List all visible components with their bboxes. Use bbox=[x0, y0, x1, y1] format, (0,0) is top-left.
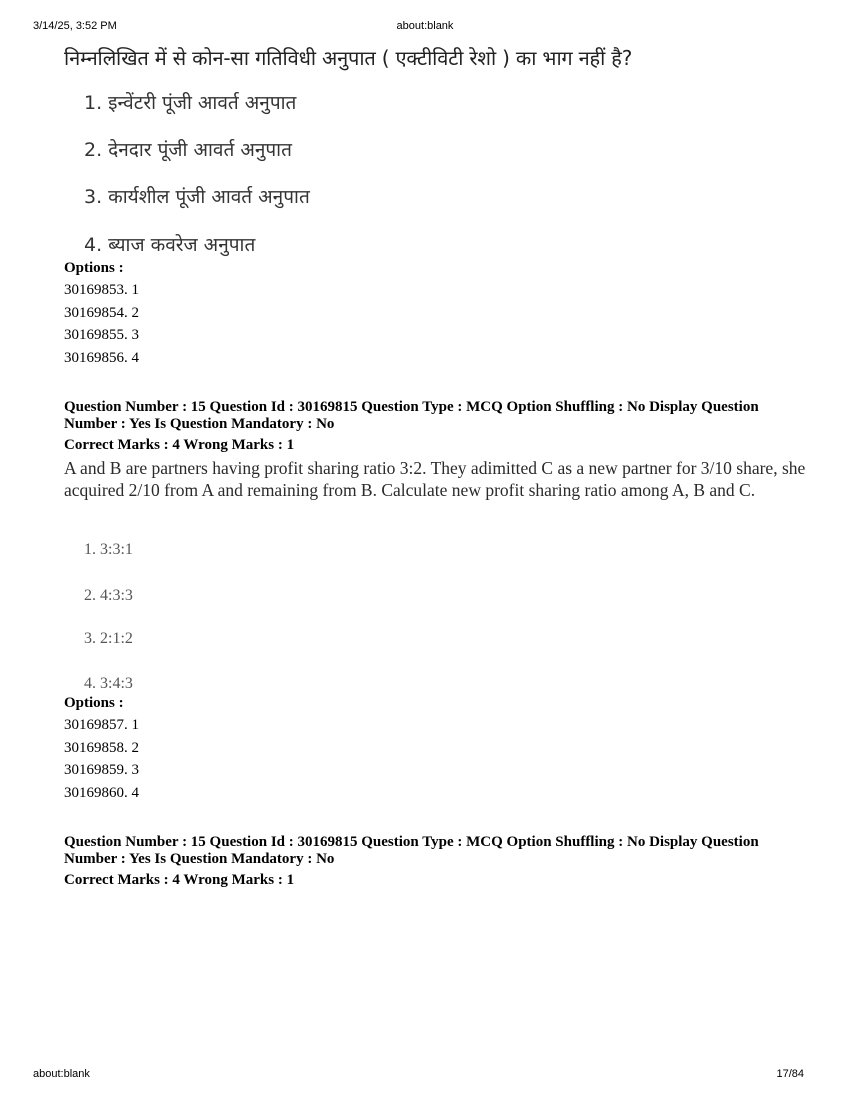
next-question-meta-line-2: Number : Yes Is Question Mandatory : No bbox=[64, 851, 335, 867]
question-meta-line-2: Number : Yes Is Question Mandatory : No bbox=[64, 416, 335, 432]
option-id-1: 30169857. 1 bbox=[64, 717, 139, 733]
answer-choice-3: 3. कार्यशील पूंजी आवर्त अनुपात bbox=[84, 186, 310, 208]
question-text-hindi: निम्नलिखित में से कोन-सा गतिविधी अनुपात ( एक्टीविटी रेशो ) का भाग नहीं है? bbox=[64, 46, 633, 70]
answer-choice-3: 3. 2:1:2 bbox=[84, 630, 133, 647]
next-question-marks: Correct Marks : 4 Wrong Marks : 1 bbox=[64, 872, 295, 888]
option-id-3: 30169855. 3 bbox=[64, 327, 139, 343]
footer-url: about:blank bbox=[33, 1068, 90, 1080]
question-text: A and B are partners having profit sharing ratio 3:2. They adimitted C as a new partner for 3/10 share, she acquired 2/10 from A and remaining from B. Calculate new profit sharing ratio among A, B and C. bbox=[64, 458, 806, 500]
print-url: about:blank bbox=[396, 20, 454, 32]
options-label: Options : bbox=[64, 695, 124, 711]
answer-choice-4: 4. ब्याज कवरेज अनुपात bbox=[84, 234, 256, 256]
option-id-2: 30169854. 2 bbox=[64, 305, 139, 321]
options-label: Options : bbox=[64, 260, 124, 276]
print-footer bbox=[0, 1068, 850, 1082]
answer-choice-4: 4. 3:4:3 bbox=[84, 675, 133, 692]
print-datetime: 3/14/25, 3:52 PM bbox=[33, 20, 117, 32]
option-id-4: 30169860. 4 bbox=[64, 785, 139, 801]
print-header bbox=[0, 20, 850, 34]
option-id-2: 30169858. 2 bbox=[64, 740, 139, 756]
answer-choice-1: 1. इन्वेंटरी पूंजी आवर्त अनुपात bbox=[84, 92, 297, 114]
question-marks: Correct Marks : 4 Wrong Marks : 1 bbox=[64, 437, 295, 453]
answer-choice-1: 1. 3:3:1 bbox=[84, 541, 133, 558]
option-id-3: 30169859. 3 bbox=[64, 762, 139, 778]
option-id-1: 30169853. 1 bbox=[64, 282, 139, 298]
next-question-meta-line-1: Question Number : 15 Question Id : 30169815 Question Type : MCQ Option Shuffling : No Display Question bbox=[64, 834, 759, 850]
page-number: 17/84 bbox=[776, 1068, 804, 1080]
answer-choice-2: 2. 4:3:3 bbox=[84, 587, 133, 604]
option-id-4: 30169856. 4 bbox=[64, 350, 139, 366]
question-meta-line-1: Question Number : 15 Question Id : 30169815 Question Type : MCQ Option Shuffling : No Display Question bbox=[64, 399, 759, 415]
answer-choice-2: 2. देनदार पूंजी आवर्त अनुपात bbox=[84, 139, 292, 161]
